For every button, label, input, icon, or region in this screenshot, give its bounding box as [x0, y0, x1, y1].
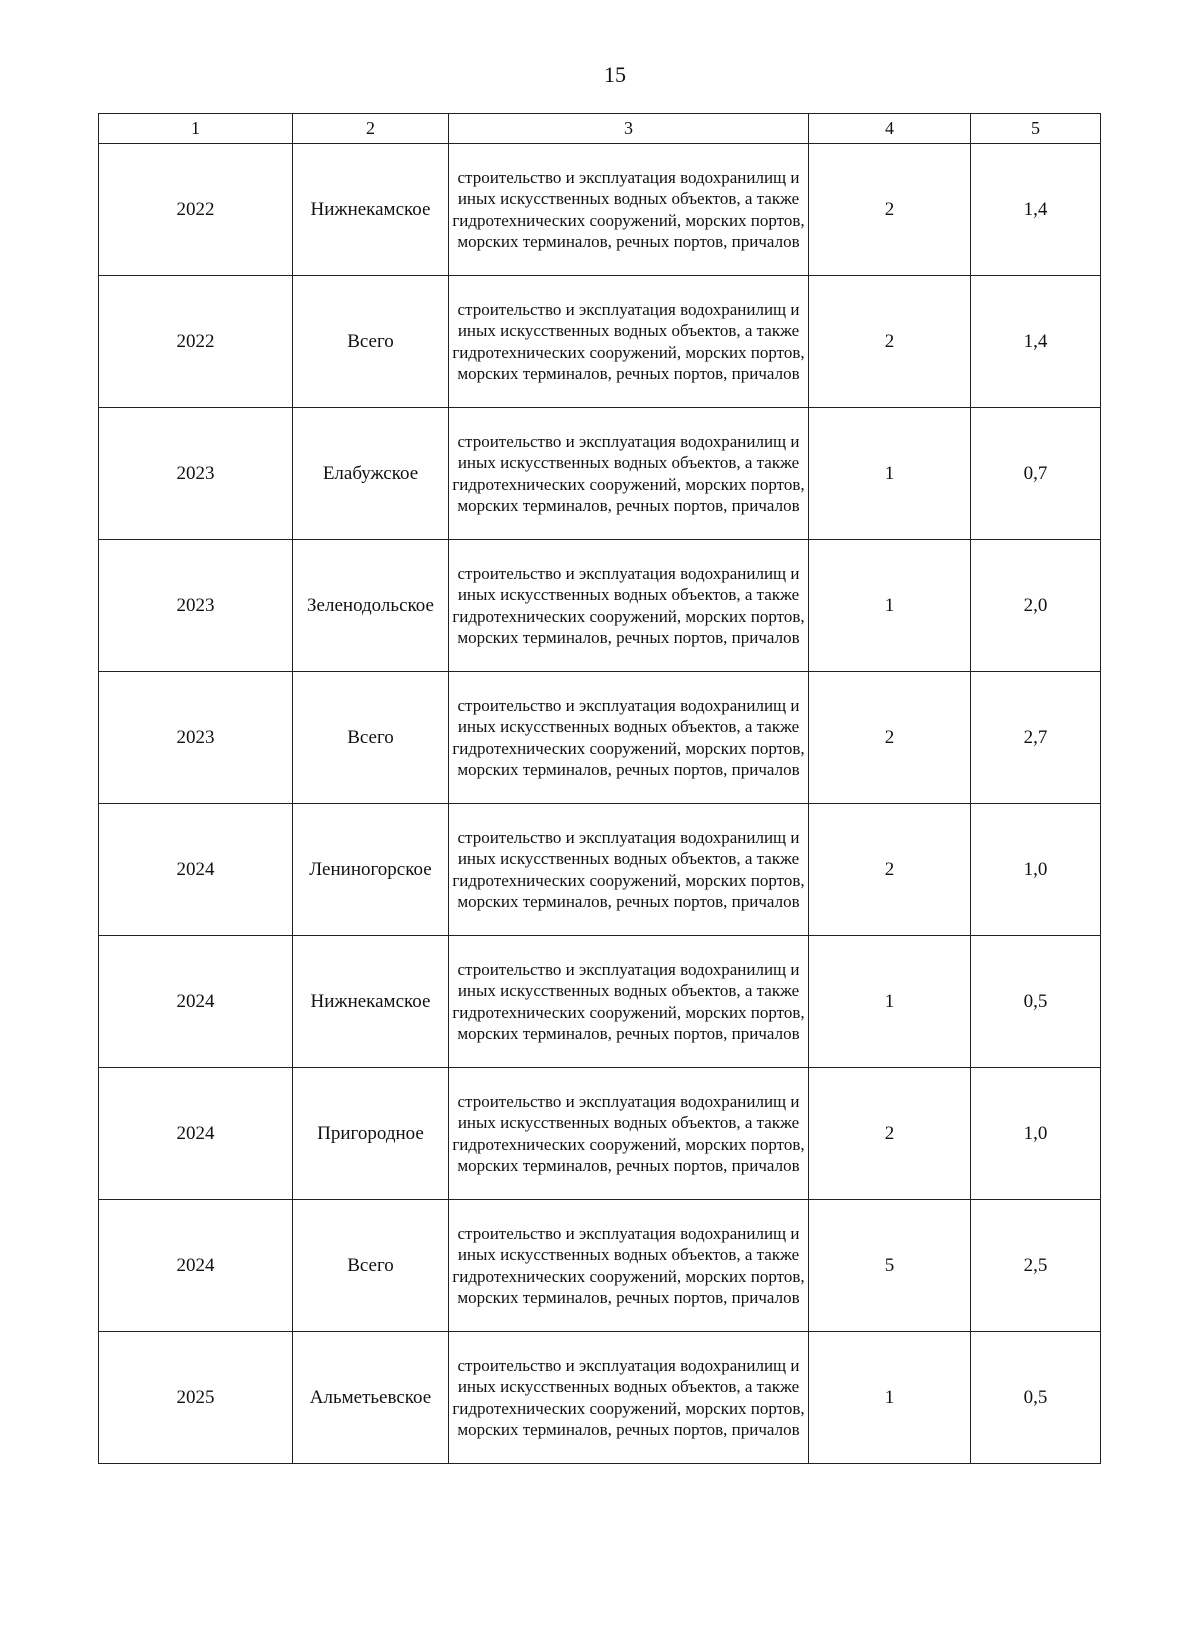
- table-header-row: [99, 114, 1101, 144]
- count-cell: 1: [809, 408, 971, 540]
- activity-cell: строительство и эксплуатация водохранилищ и иных искусственных водных объектов, а также гидротехнических сооружений, морских портов, морских терминалов, речных портов, причалов: [449, 276, 809, 408]
- value-cell: 0,5: [971, 936, 1101, 1068]
- activity-cell: строительство и эксплуатация водохранилищ и иных искусственных водных объектов, а также гидротехнических сооружений, морских портов, морских терминалов, речных портов, причалов: [449, 1200, 809, 1332]
- year-cell: 2024: [99, 1068, 293, 1200]
- year-cell: 2023: [99, 408, 293, 540]
- page-number: 15: [604, 62, 626, 87]
- district-cell: Зеленодольское: [293, 540, 449, 672]
- activity-cell: строительство и эксплуатация водохранилищ и иных искусственных водных объектов, а также гидротехнических сооружений, морских портов, морских терминалов, речных портов, причалов: [449, 672, 809, 804]
- count-cell: 2: [809, 1068, 971, 1200]
- count-cell: 2: [809, 144, 971, 276]
- district-cell: Елабужское: [293, 408, 449, 540]
- activity-cell: строительство и эксплуатация водохранилищ и иных искусственных водных объектов, а также гидротехнических сооружений, морских портов, морских терминалов, речных портов, причалов: [449, 804, 809, 936]
- value-cell: 0,5: [971, 1332, 1101, 1464]
- count-cell: 2: [809, 276, 971, 408]
- value-cell: 2,7: [971, 672, 1101, 804]
- column-header-1: 1: [99, 114, 293, 144]
- value-cell: 1,4: [971, 276, 1101, 408]
- count-cell: 1: [809, 540, 971, 672]
- year-cell: 2024: [99, 1200, 293, 1332]
- table-row: [99, 540, 1101, 672]
- district-cell: Пригородное: [293, 1068, 449, 1200]
- year-cell: 2023: [99, 540, 293, 672]
- year-cell: 2024: [99, 804, 293, 936]
- count-cell: 1: [809, 1332, 971, 1464]
- table-row: [99, 276, 1101, 408]
- district-cell: Альметьевское: [293, 1332, 449, 1464]
- value-cell: 0,7: [971, 408, 1101, 540]
- table-row: [99, 1332, 1101, 1464]
- table-row: [99, 936, 1101, 1068]
- year-cell: 2022: [99, 276, 293, 408]
- value-cell: 1,0: [971, 1068, 1101, 1200]
- value-cell: 2,0: [971, 540, 1101, 672]
- district-cell: Всего: [293, 672, 449, 804]
- district-cell: Нижнекамское: [293, 936, 449, 1068]
- year-cell: 2024: [99, 936, 293, 1068]
- activity-cell: строительство и эксплуатация водохранилищ и иных искусственных водных объектов, а также гидротехнических сооружений, морских портов, морских терминалов, речных портов, причалов: [449, 540, 809, 672]
- year-cell: 2023: [99, 672, 293, 804]
- table-row: [99, 672, 1101, 804]
- table-row: [99, 1068, 1101, 1200]
- activity-cell: строительство и эксплуатация водохранилищ и иных искусственных водных объектов, а также гидротехнических сооружений, морских портов, морских терминалов, речных портов, причалов: [449, 1068, 809, 1200]
- count-cell: 5: [809, 1200, 971, 1332]
- activity-cell: строительство и эксплуатация водохранилищ и иных искусственных водных объектов, а также гидротехнических сооружений, морских портов, морских терминалов, речных портов, причалов: [449, 936, 809, 1068]
- district-cell: Нижнекамское: [293, 144, 449, 276]
- year-cell: 2025: [99, 1332, 293, 1464]
- district-cell: Лениногорское: [293, 804, 449, 936]
- activity-cell: строительство и эксплуатация водохранилищ и иных искусственных водных объектов, а также гидротехнических сооружений, морских портов, морских терминалов, речных портов, причалов: [449, 1332, 809, 1464]
- count-cell: 1: [809, 936, 971, 1068]
- table-row: [99, 804, 1101, 936]
- value-cell: 1,4: [971, 144, 1101, 276]
- activity-cell: строительство и эксплуатация водохранилищ и иных искусственных водных объектов, а также гидротехнических сооружений, морских портов, морских терминалов, речных портов, причалов: [449, 144, 809, 276]
- column-header-4: 4: [809, 114, 971, 144]
- count-cell: 2: [809, 804, 971, 936]
- table-row: [99, 1200, 1101, 1332]
- column-header-5: 5: [971, 114, 1101, 144]
- table-row: [99, 408, 1101, 540]
- data-table: [98, 113, 1101, 1464]
- value-cell: 2,5: [971, 1200, 1101, 1332]
- table-row: [99, 144, 1101, 276]
- count-cell: 2: [809, 672, 971, 804]
- activity-cell: строительство и эксплуатация водохранилищ и иных искусственных водных объектов, а также гидротехнических сооружений, морских портов, морских терминалов, речных портов, причалов: [449, 408, 809, 540]
- column-header-3: 3: [449, 114, 809, 144]
- value-cell: 1,0: [971, 804, 1101, 936]
- column-header-2: 2: [293, 114, 449, 144]
- year-cell: 2022: [99, 144, 293, 276]
- district-cell: Всего: [293, 1200, 449, 1332]
- district-cell: Всего: [293, 276, 449, 408]
